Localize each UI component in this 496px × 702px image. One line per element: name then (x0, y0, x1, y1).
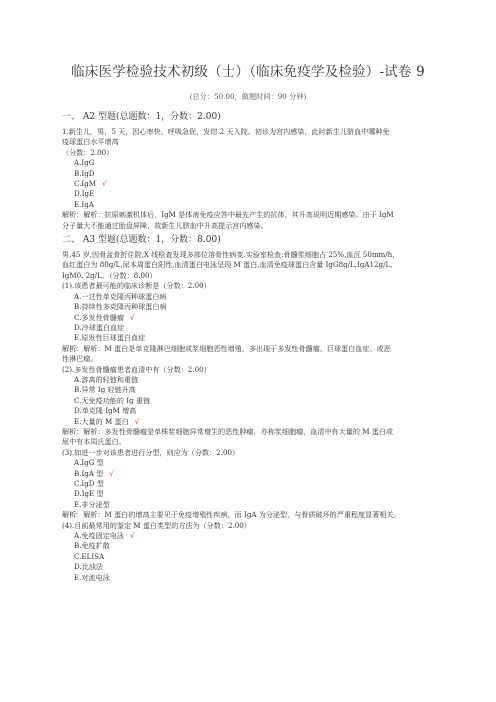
option: B.持续性多克隆丙种球蛋白病 (74, 302, 167, 312)
option: E.对流电泳 (74, 572, 110, 582)
check-mark-icon: √ (130, 312, 135, 322)
option: D.比浊法 (74, 562, 103, 572)
option: C.无免疫功能的 Ig 重链 (74, 395, 151, 405)
option: A.一过性单克隆丙种球蛋白病 (74, 291, 167, 301)
check-mark-icon: √ (134, 416, 140, 426)
document-subtitle: (总分：50.00，做题时间：90 分钟) (189, 92, 307, 101)
question-stem: (4).目前最常用的鉴定 M 蛋白类型的方法为（分数：2.00） (62, 520, 251, 530)
document-body (62, 108, 442, 583)
analysis-text: 解析：解析：M 蛋白的增高主要见于免疫增殖性疾病，而 IgA 为分泌型，与骨质破坏的严重程度显著相关。 (62, 510, 401, 520)
option: B.IgD (74, 168, 95, 178)
question-stem: (3).如进一步对该患者进行分型，则应为（分数：2.00） (62, 447, 240, 457)
option-text: A.免疫固定电泳 (74, 531, 124, 541)
case-text: IgM0. 2g/L。（分数：8.00） (62, 270, 157, 280)
option-correct (74, 313, 442, 323)
option: E.原发性巨球蛋白血症 (74, 333, 146, 343)
check-mark-icon: √ (109, 468, 114, 478)
analysis-text: 分子量大不能通过胎盘屏障，故新生儿脐血中升高提示宫内感染。 (62, 220, 268, 230)
option-text: B.IgA 型 (74, 468, 104, 478)
question-stem: (1).该患者最可能的临床诊断是（分数：2.00） (62, 281, 211, 291)
option-correct (74, 531, 442, 541)
check-mark-icon: √ (129, 531, 135, 541)
option: C.IgD 型 (74, 479, 104, 488)
option-correct (74, 469, 442, 479)
option: D.IgE (74, 189, 95, 199)
check-mark-icon: √ (102, 179, 107, 189)
case-text: 血红蛋白为 80g/L,尿本周蛋白阳性,血清蛋白电泳呈现 M 蛋白,血清免疫球蛋白含量 IgG8g/L,IgA12g/L, (62, 260, 393, 270)
analysis-text: 解析：解析：多发性骨髓瘤是单株浆细胞异常增生的恶性肿瘤，亦称浆细胞瘤，血清中有大量的 M 蛋白或 (62, 426, 393, 436)
option-text: E.大量的 M 蛋白 (74, 416, 129, 426)
option-text: C.IgM (74, 179, 97, 189)
option: A.IgG 型 (74, 458, 104, 468)
option: B.异常 Ig 轻链升高 (74, 385, 136, 395)
option: D.IgE 型 (74, 489, 104, 499)
analysis-text: 解析：解析：抗原刺激机体后，IgM 是体液免疫应答中最先产生的抗体，其升高说明近期感染。由于 IgM (62, 210, 394, 220)
case-text: 男,45 岁,因骨盆骨折住院,X 线检查发现多部位溶骨性病变.实验室检查:骨髓浆细胞占 25%,血沉 50mm/h, (62, 250, 395, 260)
option-correct (74, 417, 442, 427)
question-stem: 1.新生儿，男，5 天，因心率快、呼吸急促、发绀 2 天入院。初诊为宫内感染，此时新生儿脐血中哪种免 (62, 127, 390, 136)
question-score: （分数：2.00） (62, 147, 114, 157)
option: D.冷球蛋白血症 (74, 322, 125, 332)
analysis-text: 性淋巴瘤。 (62, 354, 98, 364)
option-correct (74, 179, 442, 189)
section-heading-a3: 二、 A3 型题(总题数：1，分数：8.00) (62, 235, 221, 246)
option: B.免疫扩散 (74, 541, 110, 551)
option: E.IgA (74, 199, 94, 209)
analysis-text: 尿中有本周氏蛋白。 (62, 437, 126, 447)
option: E.非分泌型 (74, 499, 110, 509)
question-stem: 疫球蛋白水平增高 (62, 137, 119, 147)
option: A.IgG (74, 158, 95, 168)
option-text: C.多发性骨髓瘤 (74, 312, 124, 322)
option: C.ELISA (74, 551, 105, 561)
option: D.单克隆 IgM 增高 (74, 406, 137, 416)
document-title: 临床医学检验技术初级（士）（临床免疫学及检验）-试卷 9 (71, 64, 425, 80)
analysis-text: 解析：解析：M 蛋白是单克隆淋巴细胞或浆细胞恶性增殖，多出现于多发性骨髓瘤、巨球蛋白血症、或恶 (62, 343, 391, 353)
question-stem: (2).多发性骨髓瘤患者血清中有（分数：2.00） (62, 364, 211, 374)
option: A.游离的轻链和重链 (74, 374, 139, 384)
section-heading-a2: 一、 A2 型题(总题数：1，分数：2.00) (62, 112, 221, 122)
